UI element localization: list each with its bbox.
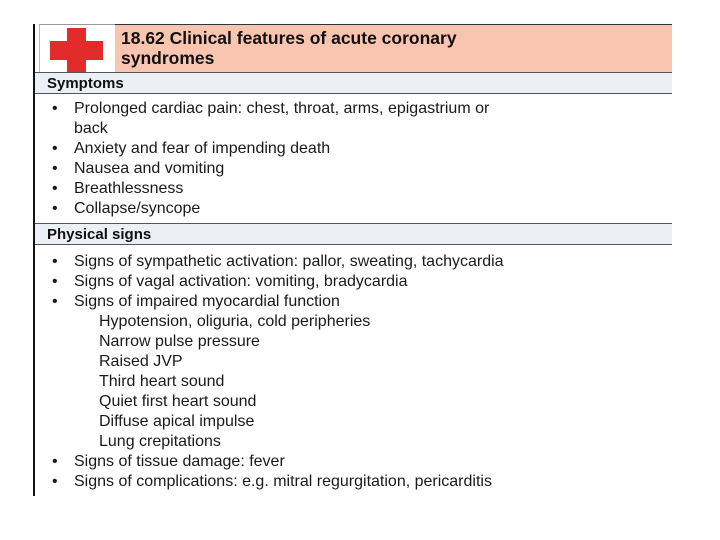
cross-horizontal-bar [50,41,103,60]
list-item: • Breathlessness [52,180,184,197]
bullet-icon: • [52,293,58,310]
bullet-icon: • [52,100,58,117]
physical-signs-heading [35,223,672,245]
sub-list-item: Lung crepitations [99,433,221,450]
list-item: • Signs of impaired myocardial function [52,293,340,310]
box-title [121,28,641,68]
list-item: • Signs of sympathetic activation: pallor, sweating, tachycardia [52,253,504,270]
sub-list-item: Hypotension, oliguria, cold peripheries [99,313,371,330]
physical-signs-heading-label: Physical signs [47,226,152,243]
bullet-icon: • [52,200,58,217]
bullet-icon: • [52,160,58,177]
sub-list-item: Raised JVP [99,353,183,370]
list-item: • Anxiety and fear of impending death [52,140,331,157]
symptoms-heading [35,72,672,94]
sub-list-item: Third heart sound [99,373,225,390]
list-item: • Prolonged cardiac pain: chest, throat, arms, epigastrium or back [52,100,490,137]
header-rule [115,24,672,25]
list-item: • Nausea and vomiting [52,160,225,177]
title-line-1: 18.62 Clinical features of acute coronary [121,28,457,48]
list-item: • Signs of tissue damage: fever [52,453,285,470]
red-cross-icon [39,24,115,76]
sub-list-item: Diffuse apical impulse [99,413,255,430]
sub-list-item: Narrow pulse pressure [99,333,260,350]
physical-signs-list [35,252,672,492]
list-item: • Signs of complications: e.g. mitral regurgitation, pericarditis [52,473,492,490]
symptoms-list [35,99,672,219]
symptoms-heading-label: Symptoms [47,75,124,92]
bullet-icon: • [52,140,58,157]
list-item: • Signs of vagal activation: vomiting, bradycardia [52,273,408,290]
list-item: • Collapse/syncope [52,200,201,217]
sub-list-item: Quiet first heart sound [99,393,257,410]
clinical-box [33,20,672,496]
bullet-icon: • [52,473,58,490]
bullet-icon: • [52,180,58,197]
bullet-icon: • [52,453,58,470]
bullet-icon: • [52,273,58,290]
title-line-2: syndromes [121,48,215,68]
bullet-icon: • [52,253,58,270]
